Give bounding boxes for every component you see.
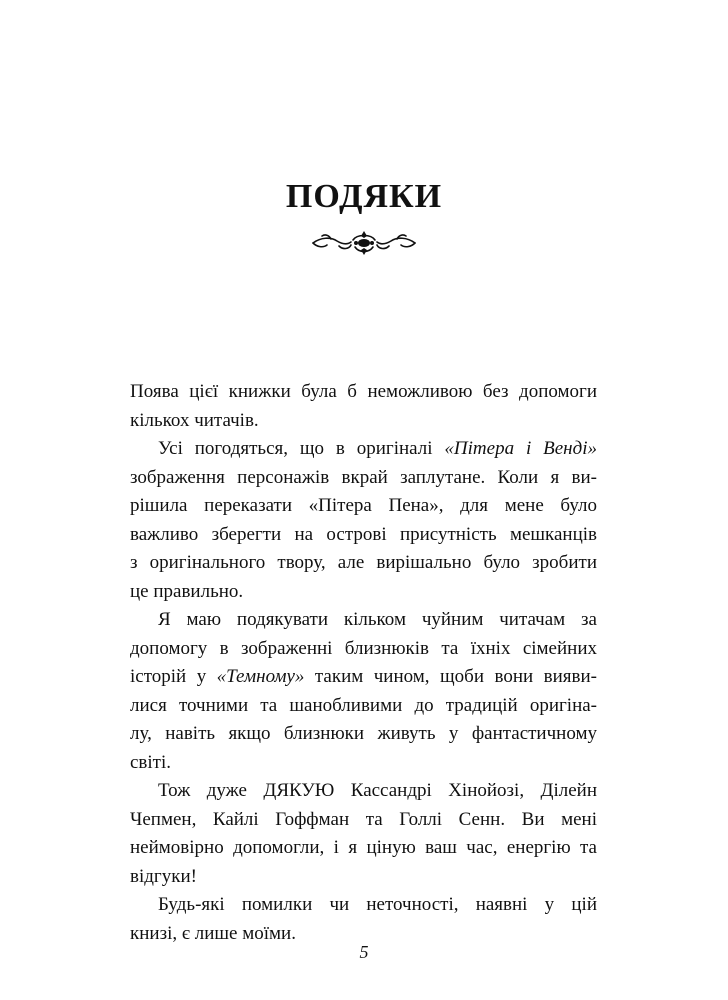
paragraph bbox=[130, 606, 597, 777]
text-line bbox=[130, 606, 597, 635]
text-run: допомогу в зображенні близнюків та їхніх сімейних bbox=[130, 637, 597, 659]
text-line bbox=[130, 407, 597, 436]
text-run: Чепмен, Кайлі Гоффман та Голлі Сенн. Ви мені bbox=[130, 808, 597, 830]
text-line bbox=[130, 777, 597, 806]
text-run: з оригінального твору, але вирішально було зробити bbox=[130, 552, 597, 573]
text-line bbox=[130, 549, 597, 578]
paragraph bbox=[130, 378, 597, 435]
text-line bbox=[130, 663, 597, 692]
text-line bbox=[130, 834, 597, 863]
flourish-divider-icon bbox=[309, 228, 419, 258]
text-run: відгуки! bbox=[130, 865, 197, 887]
acknowledgements-text bbox=[130, 378, 597, 948]
text-run: Я маю подякувати кільком чуйним читачам за bbox=[158, 609, 597, 630]
text-line bbox=[130, 464, 597, 493]
text-run: важливо зберегти на острові присутність мешканців bbox=[130, 523, 597, 545]
text-line bbox=[130, 492, 597, 521]
text-run: світі. bbox=[130, 751, 172, 773]
text-line bbox=[130, 720, 597, 749]
text-line bbox=[130, 635, 597, 664]
text-line bbox=[130, 692, 597, 721]
text-run: книзі, є лише моїми. bbox=[130, 922, 296, 944]
text-line bbox=[130, 378, 597, 407]
text-run: зображення персонажів вкрай заплутане. Коли я ви- bbox=[130, 466, 597, 488]
paragraph bbox=[130, 777, 597, 891]
italic-title: «Темному» bbox=[216, 666, 305, 687]
text-line bbox=[130, 749, 597, 778]
text-run: рішила переказати «Пітера Пена», для мене було bbox=[130, 495, 597, 516]
page-title: ПОДЯКИ bbox=[285, 178, 443, 215]
text-run: Усі погодяться, що в оригіналі bbox=[158, 438, 445, 459]
italic-title: «Пітера і Венді» bbox=[444, 438, 597, 459]
text-line bbox=[130, 806, 597, 835]
text-line bbox=[130, 863, 597, 892]
text-run: це правильно. bbox=[130, 580, 244, 602]
text-run: Будь-які помилки чи неточності, наявні у цій bbox=[158, 894, 597, 915]
text-run: лися точними та шанобливими до традицій оригіна- bbox=[130, 694, 597, 716]
page-number: 5 bbox=[359, 942, 369, 962]
text-run: таким чином, щоби вони вияви- bbox=[304, 666, 597, 687]
paragraph bbox=[130, 435, 597, 606]
paragraph bbox=[130, 891, 597, 948]
text-line bbox=[130, 578, 597, 607]
text-line bbox=[130, 891, 597, 920]
text-line bbox=[130, 521, 597, 550]
text-run: Тож дуже ДЯКУЮ Кассандрі Хінойозі, Ділейн bbox=[158, 780, 597, 801]
text-run: історій у bbox=[130, 666, 217, 687]
text-run: неймовірно допомогли, і я ціную ваш час, енергію та bbox=[130, 837, 597, 858]
text-run: лу, навіть якщо близнюки живуть у фантастичному bbox=[130, 723, 597, 744]
text-run: кількох читачів. bbox=[130, 409, 259, 431]
text-run: Поява цієї книжки була б неможливою без допомоги bbox=[130, 381, 597, 402]
text-line bbox=[130, 435, 597, 464]
